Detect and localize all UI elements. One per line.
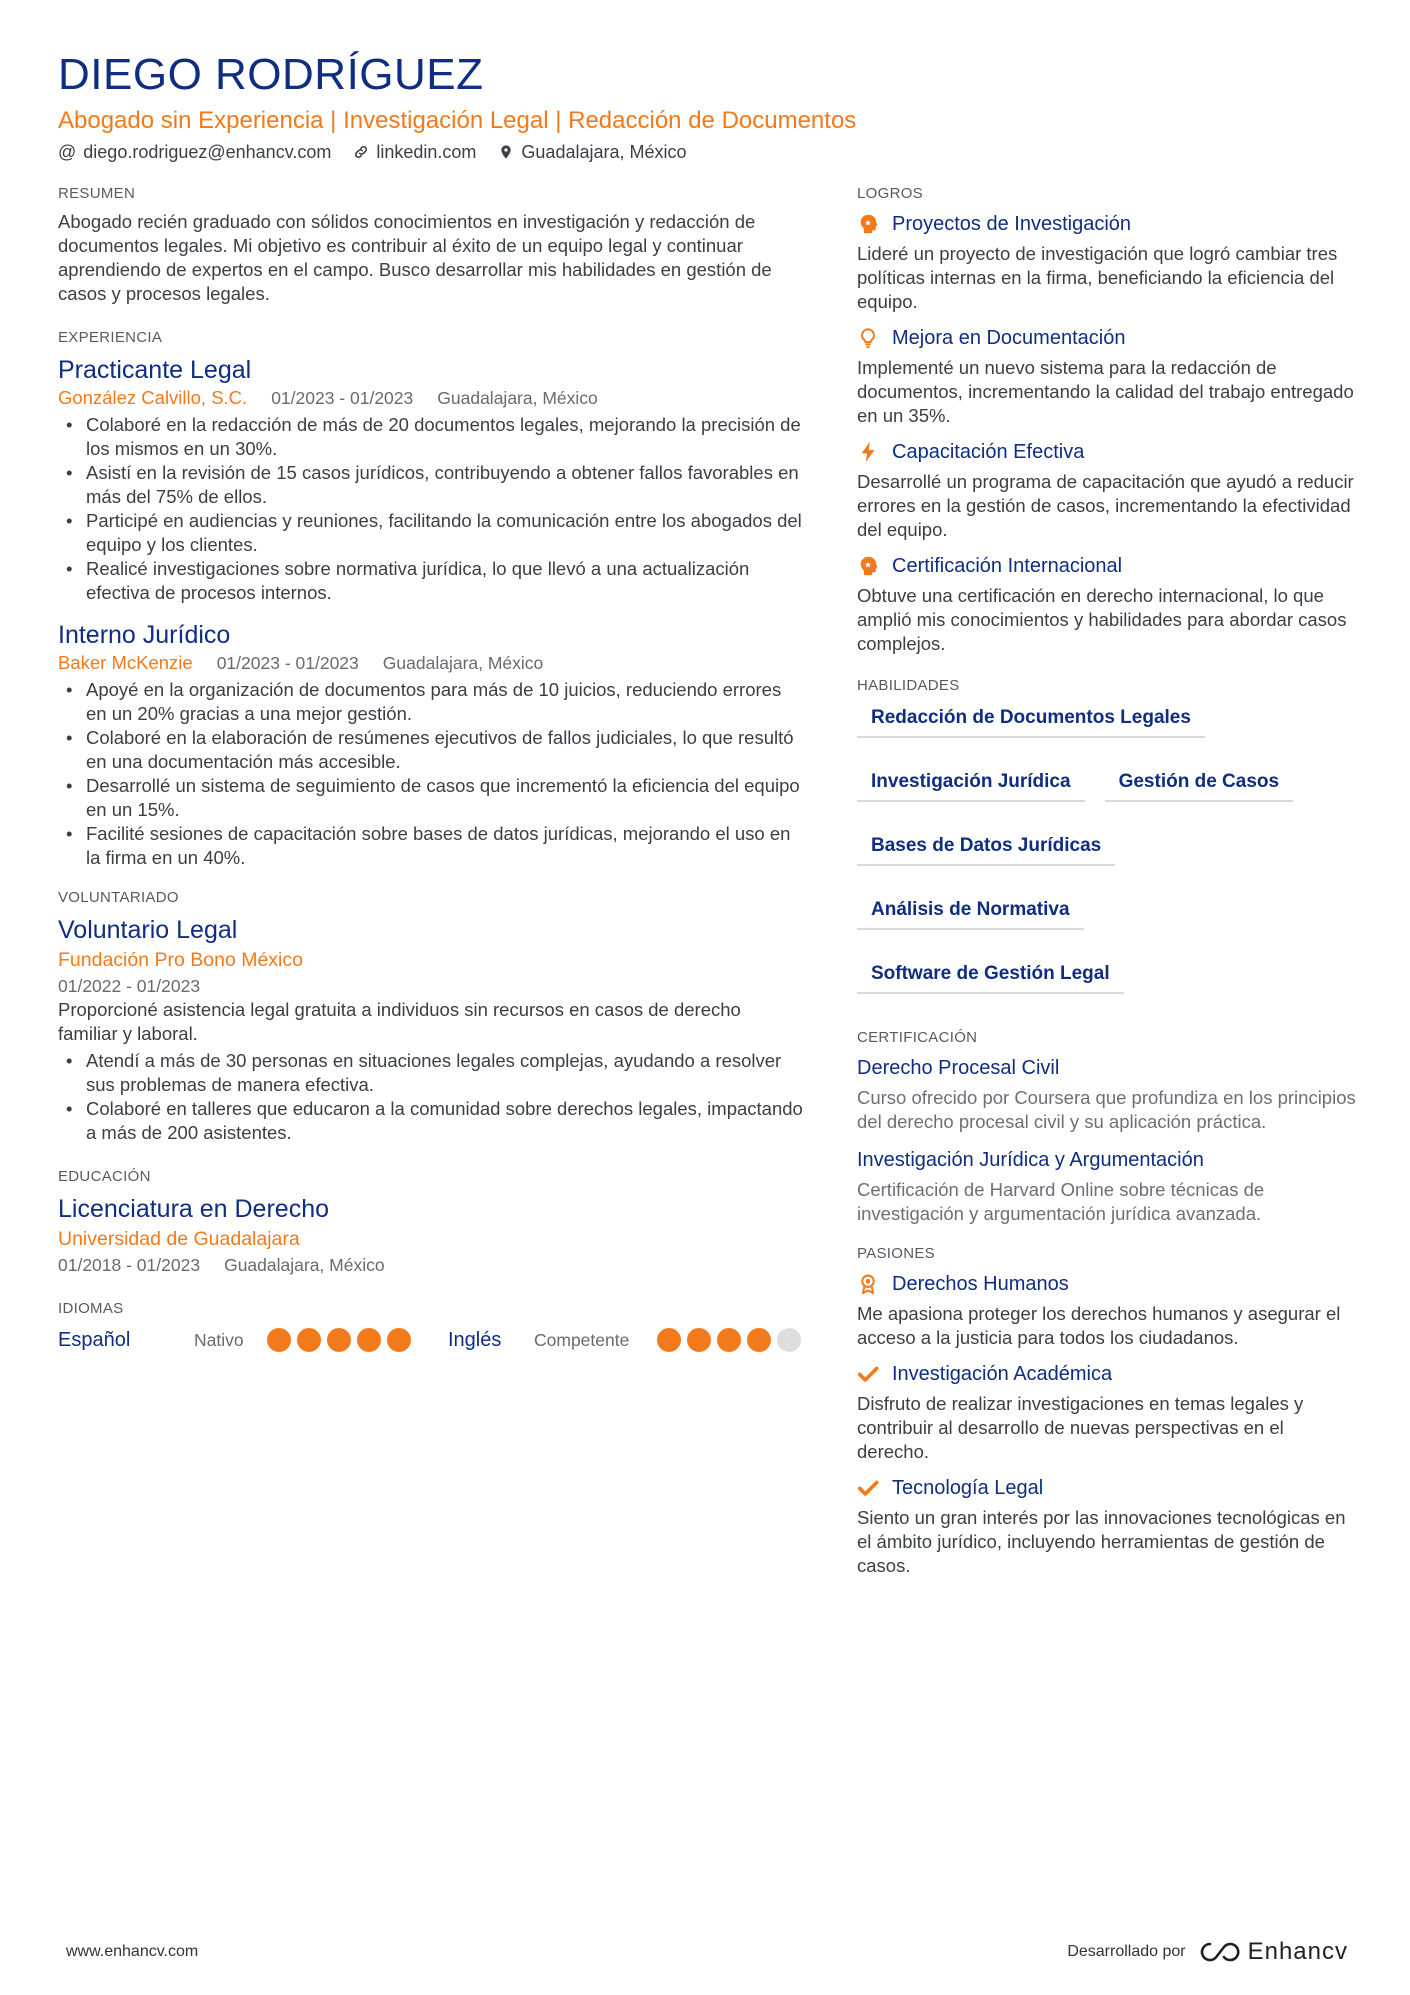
bullet-item: • Colaboré en la redacción de más de 20 documentos legales, mejorando la precisión de los mismos en un 30%. [58, 413, 803, 461]
job-bullets [58, 413, 803, 605]
rating-dot-filled [657, 1328, 681, 1352]
bullet-item: • Desarrollé un sistema de seguimiento de casos que incrementó la eficiencia del equipo en un 15%. [58, 774, 803, 822]
language-name: Inglés [448, 1328, 502, 1351]
achievement-title: Mejora en Documentación [892, 327, 1126, 349]
contact-location [498, 140, 686, 164]
rating-dot-filled [687, 1328, 711, 1352]
education-meta [58, 1253, 803, 1277]
languages-row [58, 1325, 803, 1355]
achievement-item [857, 438, 1357, 542]
passion-title: Investigación Académica [892, 1363, 1113, 1385]
location-pin-icon [498, 144, 514, 160]
achievements-title: LOGROS [857, 185, 923, 202]
languages-section [58, 1299, 803, 1355]
award-icon [857, 1273, 879, 1295]
achievement-title: Certificación Internacional [892, 555, 1123, 577]
skill-tag: Redacción de Documentos Legales [857, 702, 1205, 738]
skill-tag: Gestión de Casos [1105, 766, 1294, 802]
certification-item [857, 1054, 1357, 1134]
bullet-item: • Participé en audiencias y reuniones, facilitando la comunicación entre los abogados del equipo y los clientes. [58, 509, 803, 557]
check-icon [857, 1477, 879, 1499]
job-entry [58, 619, 803, 870]
passion-text: Siento un gran interés por las innovaciones tecnológicas en el ámbito jurídico, incluyendo herramientas de gestión de casos. [857, 1507, 1346, 1576]
achievement-text: Lideré un proyecto de investigación que logró cambiar tres políticas internas en la firma, beneficiando la eficiencia del equipo. [857, 243, 1338, 312]
footer-website[interactable]: www.enhancv.com [66, 1943, 199, 1960]
link-icon [353, 144, 369, 160]
job-dates: 01/2023 - 01/2023 [216, 653, 359, 673]
job-entry [58, 354, 803, 605]
skill-tag: Software de Gestión Legal [857, 958, 1124, 994]
job-company: González Calvillo, S.C. [58, 387, 248, 408]
skills-section [857, 676, 1357, 994]
headline: Abogado sin Experiencia | Investigación Legal | Redacción de Documentos [58, 107, 857, 134]
achievement-item [857, 324, 1357, 428]
rating-dot-empty [777, 1328, 801, 1352]
bullet-item: • Atendí a más de 30 personas en situaciones legales complejas, ayudando a resolver sus problemas de manera efectiva. [58, 1049, 803, 1097]
language-rating [267, 1328, 448, 1352]
check-icon [857, 1363, 879, 1385]
job-dates: 01/2023 - 01/2023 [271, 388, 414, 408]
job-bullets [58, 678, 803, 870]
passion-item [857, 1270, 1357, 1350]
achievements-section [857, 184, 1357, 656]
volunteer-dates: 01/2022 - 01/2023 [58, 976, 201, 996]
achievement-text: Obtuve una certificación en derecho internacional, lo que amplió mis conocimientos y habilidades para abordar casos complejos. [857, 585, 1347, 654]
achievement-title: Capacitación Efectiva [892, 441, 1085, 463]
degree: Licenciatura en Derecho [58, 1195, 329, 1223]
job-meta [58, 651, 803, 675]
rating-dot-filled [357, 1328, 381, 1352]
passions-section [857, 1244, 1357, 1578]
passion-item [857, 1360, 1357, 1464]
powered-by-text: Desarrollado por [1067, 1943, 1186, 1960]
head-icon [857, 213, 879, 235]
job-location: Guadalajara, México [437, 388, 598, 408]
skills-list [857, 702, 1357, 994]
enhancv-logo[interactable] [1198, 1938, 1348, 1966]
job-title: Interno Jurídico [58, 621, 231, 649]
bullet-item: • Asistí en la revisión de 15 casos jurídicos, contribuyendo a obtener fallos favorables en más del 75% de ellos. [58, 461, 803, 509]
summary-text: Abogado recién graduado con sólidos conocimientos en investigación y redacción de documentos legales. Mi objetivo es contribuir al éxito de un equipo legal y continuar aprendiendo de expertos en el campo. Busco desarrollar mis habilidades en gestión de casos y procesos legales. [58, 211, 772, 304]
contact-linkedin[interactable] [353, 140, 476, 164]
passion-item [857, 1474, 1357, 1578]
skill-tag: Investigación Jurídica [857, 766, 1085, 802]
language-rating [657, 1328, 801, 1352]
brand-name: Enhancv [1247, 1938, 1348, 1965]
volunteering-title: VOLUNTARIADO [58, 889, 179, 906]
education-title: EDUCACIÓN [58, 1168, 151, 1185]
bullet-item: • Colaboré en la elaboración de resúmenes ejecutivos de fallos judiciales, lo que resultó en una documentación más accesible. [58, 726, 803, 774]
certifications-title: CERTIFICACIÓN [857, 1029, 978, 1046]
certification-text: Certificación de Harvard Online sobre técnicas de investigación y argumentación jurídica avanzada. [857, 1179, 1265, 1224]
infinity-logo-icon [1198, 1940, 1242, 1964]
right-column [857, 184, 1357, 1600]
left-column [58, 184, 803, 1377]
skill-tag: Bases de Datos Jurídicas [857, 830, 1115, 866]
summary-section [58, 184, 803, 306]
bullet-item: • Facilité sesiones de capacitación sobre bases de datos jurídicas, mejorando el uso en la firma en un 40%. [58, 822, 803, 870]
rating-dot-filled [327, 1328, 351, 1352]
skill-tag: Análisis de Normativa [857, 894, 1084, 930]
language-name: Español [58, 1328, 131, 1351]
volunteering-section [58, 888, 803, 1145]
languages-title: IDIOMAS [58, 1300, 124, 1317]
summary-title: RESUMEN [58, 185, 136, 202]
passion-title: Derechos Humanos [892, 1273, 1069, 1295]
job-meta [58, 386, 803, 410]
rating-dot-filled [717, 1328, 741, 1352]
location-text: Guadalajara, México [521, 142, 687, 162]
bullet-item: • Colaboré en talleres que educaron a la comunidad sobre derechos legales, impactando a más de 200 asistentes. [58, 1097, 803, 1145]
candidate-name: DIEGO RODRÍGUEZ [58, 50, 484, 99]
job-company: Baker McKenzie [58, 652, 193, 673]
achievement-title: Proyectos de Investigación [892, 213, 1132, 235]
passion-text: Disfruto de realizar investigaciones en temas legales y contribuir al desarrollo de nuevas perspectivas en el derecho. [857, 1393, 1304, 1462]
volunteer-role: Voluntario Legal [58, 916, 238, 944]
job-location: Guadalajara, México [382, 653, 544, 673]
achievement-text: Implementé un nuevo sistema para la redacción de documentos, incrementando la calidad del trabajo entregado en un 35%. [857, 357, 1354, 426]
language-level: Nativo [194, 1329, 244, 1350]
certification-item [857, 1146, 1357, 1226]
achievement-item [857, 210, 1357, 314]
education-location: Guadalajara, México [224, 1255, 385, 1275]
achievement-item [857, 552, 1357, 656]
resume-header [58, 50, 1358, 164]
skills-title: HABILIDADES [857, 677, 960, 694]
volunteer-bullets [58, 1049, 803, 1145]
contact-email[interactable] [58, 140, 331, 164]
lightbulb-icon [857, 327, 879, 349]
rating-dot-filled [747, 1328, 771, 1352]
education-dates: 01/2018 - 01/2023 [58, 1255, 201, 1275]
volunteer-description: Proporcioné asistencia legal gratuita a individuos sin recursos en casos de derecho familiar y laboral. [58, 999, 741, 1044]
page-footer [66, 1938, 1348, 1966]
certification-title: Derecho Procesal Civil [857, 1057, 1060, 1079]
achievement-text: Desarrollé un programa de capacitación que ayudó a reducir errores en la gestión de casos, incrementando la efectividad del equipo. [857, 471, 1354, 540]
passion-text: Me apasiona proteger los derechos humanos y asegurar el acceso a la justicia para todos los ciudadanos. [857, 1303, 1341, 1348]
experience-title: EXPERIENCIA [58, 329, 163, 346]
rating-dot-filled [297, 1328, 321, 1352]
lightning-icon [857, 441, 879, 463]
passions-title: PASIONES [857, 1245, 935, 1262]
education-section [58, 1167, 803, 1277]
job-title: Practicante Legal [58, 356, 252, 384]
school: Universidad de Guadalajara [58, 1228, 300, 1250]
rating-dot-filled [387, 1328, 411, 1352]
contact-bar [58, 140, 1358, 164]
experience-section [58, 328, 803, 870]
email-text: diego.rodriguez@enhancv.com [83, 142, 332, 162]
footer-brand [1067, 1938, 1348, 1966]
passion-title: Tecnología Legal [892, 1477, 1044, 1499]
certifications-section [857, 1028, 1357, 1226]
at-icon: @ [58, 142, 77, 162]
head-icon [857, 555, 879, 577]
language-level: Competente [534, 1329, 630, 1350]
certification-text: Curso ofrecido por Coursera que profundiza en los principios del derecho procesal civil y su aplicación práctica. [857, 1087, 1356, 1132]
bullet-item: • Apoyé en la organización de documentos para más de 10 juicios, reduciendo errores en un 20% gracias a una mejor gestión. [58, 678, 803, 726]
linkedin-text: linkedin.com [376, 142, 477, 162]
rating-dot-filled [267, 1328, 291, 1352]
volunteer-org: Fundación Pro Bono México [58, 949, 303, 971]
certification-title: Investigación Jurídica y Argumentación [857, 1149, 1204, 1171]
bullet-item: • Realicé investigaciones sobre normativa jurídica, lo que llevó a una actualización efectiva de procesos internos. [58, 557, 803, 605]
